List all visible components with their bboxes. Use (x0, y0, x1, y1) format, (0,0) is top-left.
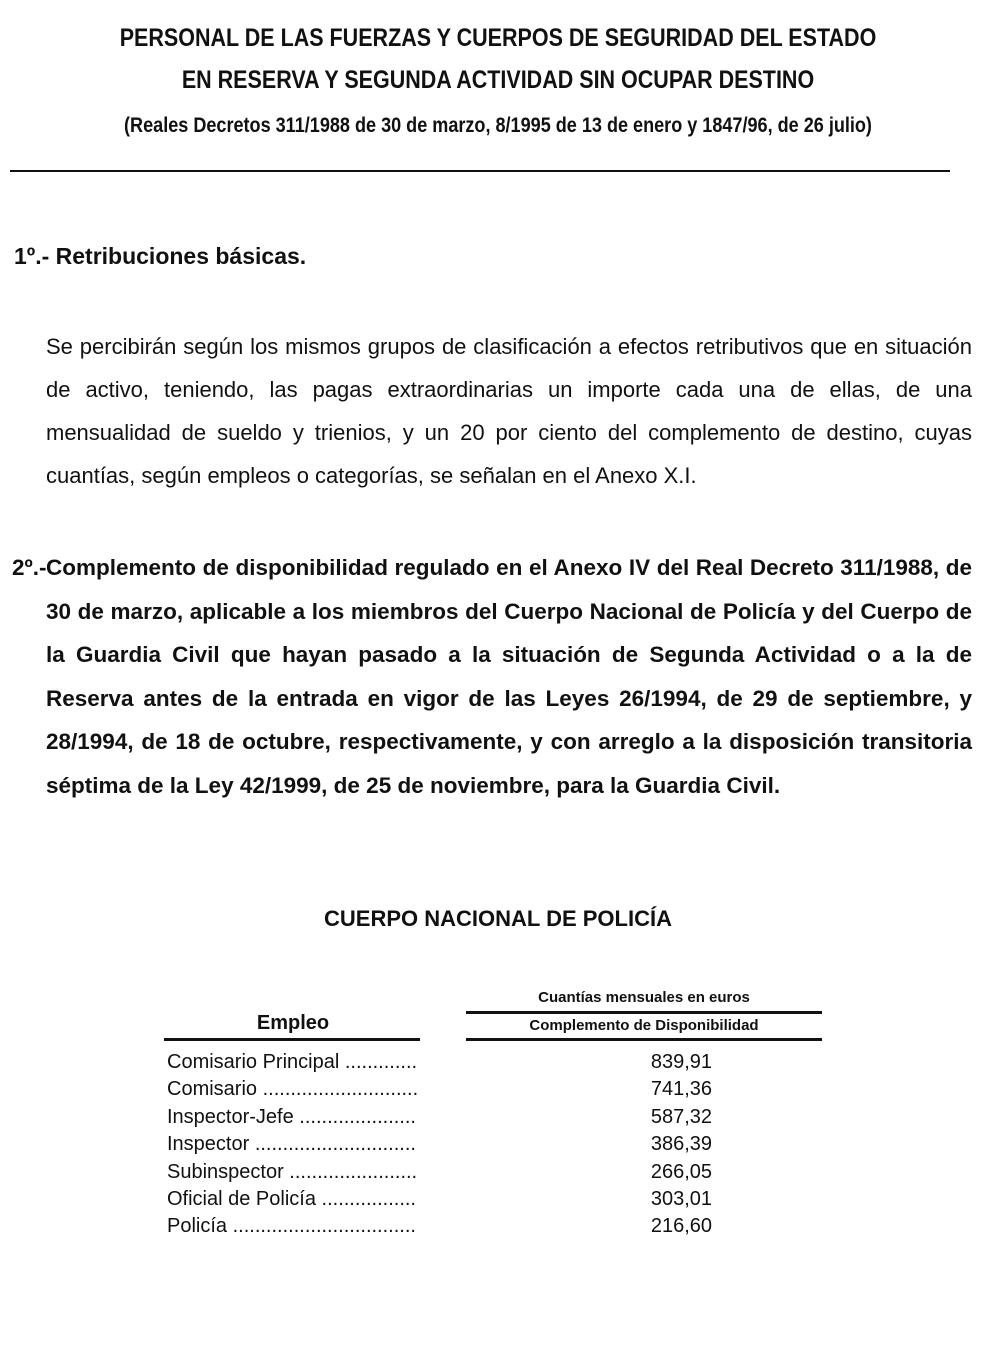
table-body (0, 1051, 996, 1243)
column-header-complemento: Complemento de Disponibilidad (529, 1017, 759, 1034)
header-divider (10, 170, 950, 172)
table-row (0, 1161, 996, 1188)
table-row (0, 1051, 996, 1078)
table-cell-empleo: Subinspector ..... (167, 1161, 417, 1184)
table-row (0, 1215, 996, 1242)
section-1-body: Se percibirán según los mismos grupos de clasificación a efectos retributivos que en situación de activo, teniendo, las pagas extraordinarias un importe cada una de ellas, de una mensualidad de sueldo y trienios, y un 20 por ciento del complemento de destino, cuyas cuantías, según empleos o categorías, se señalan en el Anexo X.I. (46, 334, 972, 488)
column-group-header: Cuantías mensuales en euros (538, 989, 750, 1006)
table-cell-empleo: Comisario ..... (167, 1078, 417, 1101)
column-group-rule (466, 1011, 822, 1014)
table-cell-cuantia: 266,05 (650, 1160, 712, 1183)
table-row (0, 1188, 996, 1215)
table-cell-empleo: Oficial de Policía ..... (167, 1188, 417, 1211)
document-subtitle: (Reales Decretos 311/1988 de 30 de marzo, 8/1995 de 13 de enero y 1847/96, de 26 julio) (124, 114, 872, 137)
document-title-line-2: EN RESERVA Y SEGUNDA ACTIVIDAD SIN OCUPAR DESTINO (181, 66, 815, 94)
column-header-empleo: Empleo (256, 1012, 330, 1034)
table-cell-cuantia: 839,91 (650, 1051, 712, 1073)
table-title: CUERPO NACIONAL DE POLICÍA (324, 906, 672, 931)
table-row (0, 1133, 996, 1160)
table-cell-cuantia: 741,36 (650, 1078, 712, 1101)
table-cell-empleo: Inspector ..... (167, 1133, 417, 1156)
column-header-rule-empleo (164, 1038, 420, 1041)
table-cell-cuantia: 216,60 (650, 1215, 712, 1238)
table-cell-cuantia: 587,32 (650, 1105, 712, 1128)
column-header-rule-complemento (466, 1038, 822, 1041)
section-1-heading: 1º.- Retribuciones básicas. (14, 243, 307, 269)
table-cell-cuantia: 303,01 (650, 1187, 712, 1210)
table-cell-empleo: Inspector-Jefe ..... (167, 1106, 417, 1129)
section-2-body: Complemento de disponibilidad regulado en el Anexo IV del Real Decreto 311/1988, de 30 de marzo, aplicable a los miembros del Cuerpo Nacional de Policía y del Cuerpo de la Guardia Civil que hayan pasado a la situación de Segunda Actividad o a la de Reserva antes de la entrada en vigor de las Leyes 26/1994, de 29 de septiembre, y 28/1994, de 18 de octubre, respectivamente, y con arreglo a la disposición transitoria séptima de la Ley 42/1999, de 25 de noviembre, para la Guardia Civil. (46, 555, 972, 798)
table-cell-empleo: Policía ..... (167, 1215, 417, 1238)
section-2-paragraph (12, 546, 972, 808)
table-cell-cuantia: 386,39 (650, 1133, 712, 1156)
table-cell-empleo: Comisario Principal ..... (167, 1051, 417, 1074)
table-row (0, 1078, 996, 1105)
table-row (0, 1106, 996, 1133)
section-2-number: 2º.- (12, 555, 47, 580)
document-title-line-1: PERSONAL DE LAS FUERZAS Y CUERPOS DE SEGURIDAD DEL ESTADO (119, 24, 877, 52)
